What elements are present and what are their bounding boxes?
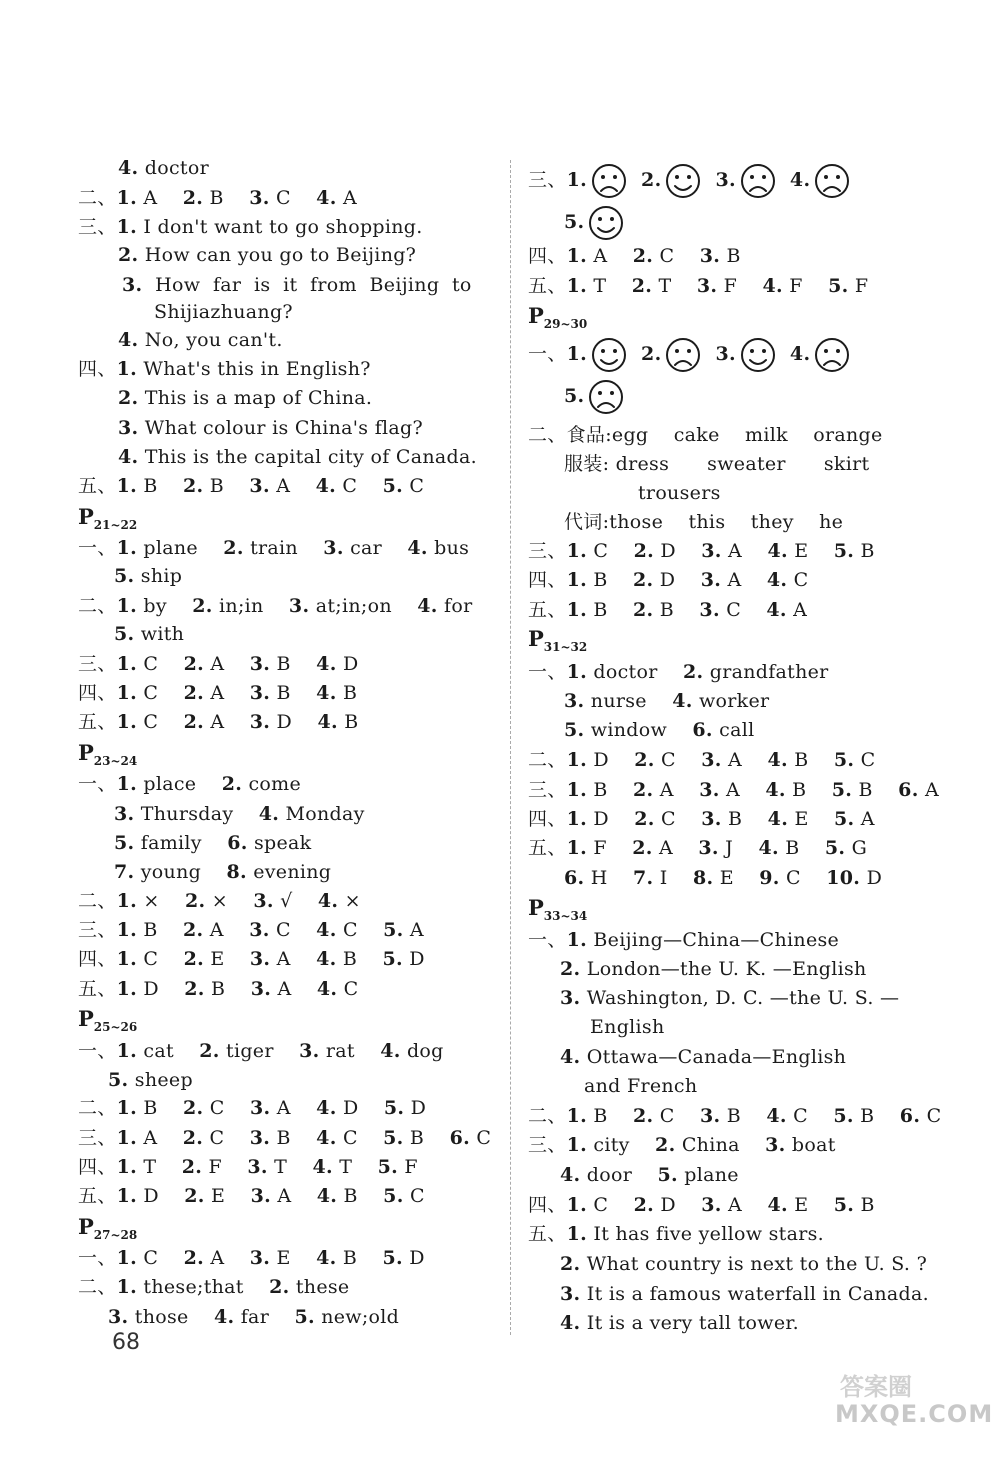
answer-line: 三、1. city 2. China 3. boat	[528, 1134, 836, 1156]
answer-line: 二、1. × 2. × 3. √ 4. ×	[78, 890, 361, 912]
answer-line: English	[590, 1016, 665, 1038]
answer-line: 3. nurse 4. worker	[564, 690, 770, 712]
answer-line: and French	[584, 1075, 698, 1097]
page-range-heading: $P_{29\sim 30}$	[528, 303, 588, 331]
answer-line: 三、1. C 2. D 3. A 4. E 5. B	[528, 540, 875, 562]
page-range-heading: $P_{33\sim 34}$	[528, 895, 588, 923]
answer-line: 3. How far is it from Beijing to	[122, 274, 472, 296]
page-range-heading: $P_{31\sim 32}$	[528, 626, 588, 654]
answer-line: 五、1. F 2. A 3. J 4. B 5. G	[528, 837, 868, 859]
item-number: 4.	[789, 169, 811, 191]
answer-line: 3. Thursday 4. Monday	[114, 803, 365, 825]
answer-line: 四、1. What's this in English?	[78, 358, 371, 380]
answer-line: 二、1. A 2. B 3. C 4. A	[78, 187, 357, 209]
answer-line: 4. doctor	[118, 157, 209, 179]
answer-line: 四、1. T 2. F 3. T 4. T 5. F	[78, 1156, 418, 1178]
happy-face-icon	[665, 163, 701, 199]
answer-line: 二、1. D 2. C 3. A 4. B 5. C	[528, 749, 876, 771]
answer-line: 5. ship	[114, 565, 183, 587]
item-number: 4.	[789, 343, 811, 365]
answer-line: 五、1. It has five yellow stars.	[528, 1223, 825, 1245]
answer-line: 4. It is a very tall tower.	[560, 1312, 799, 1334]
answer-line: 3. It is a famous waterfall in Canada.	[560, 1283, 929, 1305]
item-number: 3.	[715, 169, 736, 191]
answer-line: 一、1. doctor 2. grandfather	[528, 661, 829, 683]
answer-line: 2. This is a map of China.	[118, 387, 373, 409]
answer-line: 2. London—the U. K. —English	[560, 958, 867, 980]
column-divider	[510, 160, 511, 1335]
item-number: 2.	[641, 343, 662, 365]
answer-line: 三、1. C 2. A 3. B 4. D	[78, 653, 359, 675]
answer-line: 5. sheep	[108, 1069, 193, 1091]
answer-line: Shijiazhuang?	[154, 301, 293, 323]
emoji-answer-row	[528, 162, 864, 199]
section-label: 三、	[528, 169, 567, 191]
page-range-heading: $P_{27\sim 28}$	[78, 1214, 138, 1242]
answer-line: 4. Ottawa—Canada—English	[560, 1046, 847, 1068]
section-label: 一、	[528, 343, 567, 365]
answer-line: 四、1. C 2. A 3. B 4. B	[78, 682, 358, 704]
answer-line: 四、1. C 2. D 3. A 4. E 5. B	[528, 1194, 875, 1216]
answer-line: 7. young 8. evening	[114, 861, 332, 883]
answer-line: 三、1. B 2. A 3. A 4. B 5. B 6. A	[528, 779, 939, 801]
answer-line: 四、1. B 2. D 3. A 4. C	[528, 569, 809, 591]
answer-line: 4. This is the capital city of Canada.	[118, 446, 477, 468]
answer-line: 一、1. cat 2. tiger 3. rat 4. dog	[78, 1040, 444, 1062]
answer-line: 一、1. C 2. A 3. E 4. B 5. D	[78, 1247, 425, 1269]
answer-line: 6. H 7. I 8. E 9. C 10. D	[564, 867, 883, 889]
answer-line: 5. window 6. call	[564, 719, 755, 741]
watermark: MXQE.COM	[835, 1400, 994, 1428]
answer-line: 四、1. D 2. C 3. B 4. E 5. A	[528, 808, 875, 830]
emoji-answer-row	[528, 336, 864, 373]
answer-line: 4. No, you can't.	[118, 329, 283, 351]
item-number: 1.	[566, 343, 588, 365]
emoji-answer-row	[564, 378, 638, 415]
sad-face-icon	[665, 337, 701, 373]
answer-line: 3. those 4. far 5. new;old	[108, 1306, 400, 1328]
sad-face-icon	[814, 163, 850, 199]
answer-line: trousers	[638, 482, 721, 504]
answer-line: 三、1. I don't want to go shopping.	[78, 216, 423, 238]
answer-line: 2. What country is next to the U. S. ?	[560, 1253, 928, 1275]
answer-line: 代词:those this they he	[564, 511, 844, 533]
answer-line: 一、1. plane 2. train 3. car 4. bus	[78, 537, 470, 559]
page-range-heading: $P_{25\sim 26}$	[78, 1006, 138, 1034]
answer-line: 二、1. by 2. in;in 3. at;in;on 4. for	[78, 595, 473, 617]
answer-line: 五、1. D 2. E 3. A 4. B 5. C	[78, 1185, 425, 1207]
page-range-heading: $P_{21\sim 22}$	[78, 504, 138, 532]
sad-face-icon	[588, 379, 624, 415]
sad-face-icon	[814, 337, 850, 373]
answer-line: 服装: dress sweater skirt	[564, 453, 870, 475]
sad-face-icon	[591, 163, 627, 199]
emoji-answer-row	[564, 204, 638, 241]
answer-line: 五、1. B 2. B 3. A 4. C 5. C	[78, 475, 425, 497]
happy-face-icon	[591, 337, 627, 373]
answer-line: 一、1. place 2. come	[78, 773, 302, 795]
answer-line: 五、1. C 2. A 3. D 4. B	[78, 711, 359, 733]
answer-line: 四、1. C 2. E 3. A 4. B 5. D	[78, 948, 425, 970]
answer-line: 三、1. B 2. A 3. C 4. C 5. A	[78, 919, 424, 941]
answer-line: 五、1. D 2. B 3. A 4. C	[78, 978, 359, 1000]
sad-face-icon	[740, 163, 776, 199]
answer-line: 5. with	[114, 623, 185, 645]
happy-face-icon	[588, 205, 624, 241]
page-range-heading: $P_{23\sim 24}$	[78, 740, 138, 768]
answer-line: 二、1. B 2. C 3. B 4. C 5. B 6. C	[528, 1105, 942, 1127]
answer-line: 二、1. B 2. C 3. A 4. D 5. D	[78, 1097, 427, 1119]
watermark-logo-text: 答案圈	[840, 1373, 912, 1400]
answer-line: 二、1. these;that 2. these	[78, 1276, 350, 1298]
answer-line: 三、1. A 2. C 3. B 4. C 5. B 6. C	[78, 1127, 492, 1149]
watermark-logo	[836, 1372, 986, 1400]
item-number: 5.	[564, 385, 585, 407]
answer-line: 3. What colour is China's flag?	[118, 417, 423, 439]
item-number: 2.	[641, 169, 662, 191]
answer-line: 5. family 6. speak	[114, 832, 312, 854]
answer-line: 五、1. B 2. B 3. C 4. A	[528, 599, 808, 621]
answer-line: 五、1. T 2. T 3. F 4. F 5. F	[528, 275, 869, 297]
happy-face-icon	[740, 337, 776, 373]
page-number: 68	[112, 1330, 140, 1355]
answer-line: 2. How can you go to Beijing?	[118, 244, 417, 266]
item-number: 5.	[564, 211, 585, 233]
answer-line: 二、食品:egg cake milk orange	[528, 424, 883, 446]
answer-line: 一、1. Beijing—China—Chinese	[528, 929, 840, 951]
answer-line: 四、1. A 2. C 3. B	[528, 245, 741, 267]
item-number: 3.	[715, 343, 736, 365]
answer-line: 3. Washington, D. C. —the U. S. —	[560, 987, 900, 1009]
item-number: 1.	[566, 169, 588, 191]
answer-line: 4. door 5. plane	[560, 1164, 739, 1186]
